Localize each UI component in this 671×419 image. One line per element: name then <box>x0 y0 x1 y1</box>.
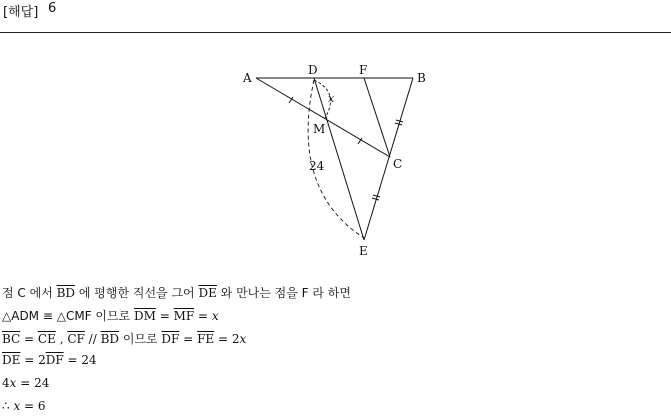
solution-line-2: △ADM ≡ △CMF 이므로 $\overline{DM} = \overline{MF} = x$ <box>2 309 219 323</box>
label-e: E <box>359 244 368 258</box>
solution-line-1: 점 C 에서 $\overline{BD}$ 에 평행한 직선을 그어 $\overline{DE}$ 와 만나는 점을 F 라 하면 <box>2 286 351 300</box>
segment-fc <box>364 78 390 157</box>
label-d: D <box>308 63 318 77</box>
label-c: C <box>393 157 403 171</box>
tick-ce-1 <box>373 195 380 197</box>
answer-tag: [해답] <box>3 5 39 20</box>
label-b: B <box>417 71 426 85</box>
solution-line-4: $\overline{DE} = 2\overline{DF} = 24$ <box>2 353 97 367</box>
answer-value: 6 <box>48 1 57 16</box>
solution-line-6: ∴ x = 6 <box>2 399 46 413</box>
segment-be <box>364 78 413 240</box>
segment-ac <box>256 78 390 157</box>
label-f: F <box>359 63 368 77</box>
label-a: A <box>243 71 252 85</box>
label-x: x <box>328 92 335 105</box>
solution-line-3: $\overline{BC} = \overline{CE}$ , $\overline{CF} // \overline{BD}$ 이므로 $\overline{DF} = \overline{FE} = 2x$ <box>2 332 247 346</box>
solution-line-5: 4x = 24 <box>2 376 50 390</box>
tick-ce-2 <box>372 198 379 200</box>
label-24: 24 <box>309 159 325 173</box>
label-m: M <box>313 122 326 136</box>
